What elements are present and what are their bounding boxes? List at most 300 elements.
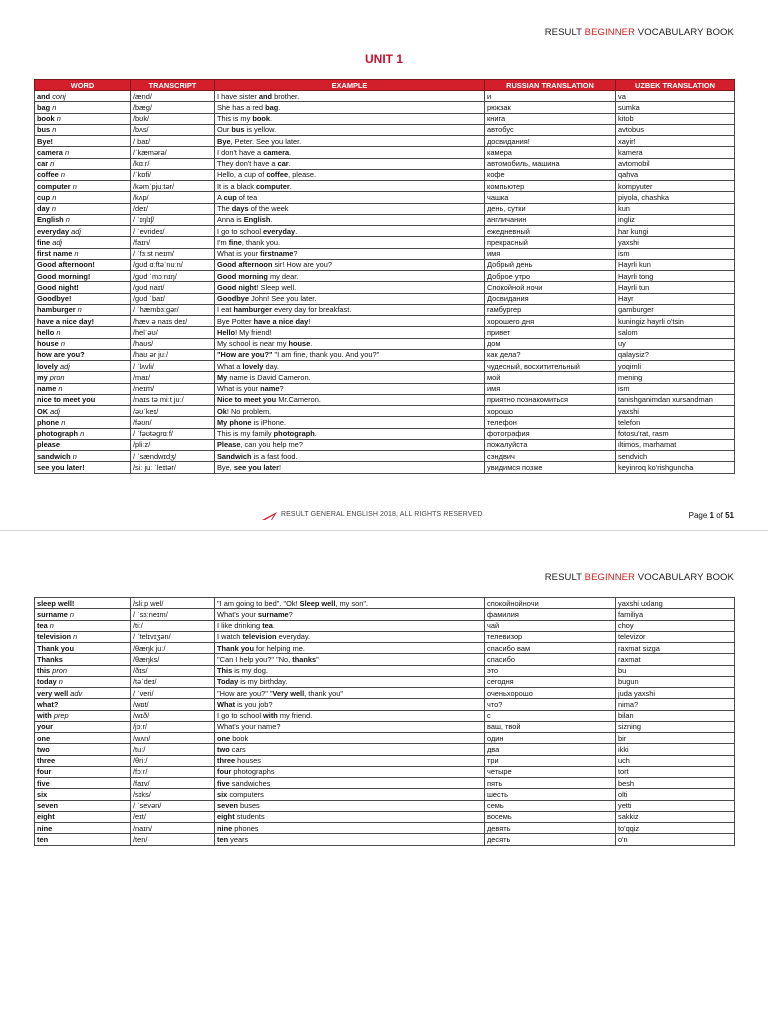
word-cell xyxy=(35,102,131,113)
example-pre: This is my xyxy=(217,114,253,124)
example-keyword: one xyxy=(217,733,231,743)
word-text: book xyxy=(37,114,55,124)
example-pre: Hello, a cup of xyxy=(217,170,267,180)
table-row xyxy=(35,676,735,687)
example-keyword: nine xyxy=(217,823,233,833)
uzbek-cell: sizning xyxy=(616,721,735,732)
example-post: ? xyxy=(288,609,293,619)
example-cell xyxy=(215,439,485,450)
transcript-cell: /faɪn/ xyxy=(131,237,215,248)
word-text: coffee xyxy=(37,170,59,180)
example-pre: A xyxy=(217,192,224,202)
word-cell xyxy=(35,169,131,180)
part-of-speech: n xyxy=(72,451,77,461)
word-cell xyxy=(35,237,131,248)
example-keyword: five xyxy=(217,778,230,788)
russian-cell: спасибо вам xyxy=(485,643,616,654)
russian-cell: кофе xyxy=(485,169,616,180)
table-row xyxy=(35,293,735,304)
example-cell xyxy=(215,811,485,822)
page-2 xyxy=(0,530,768,1025)
russian-cell: девять xyxy=(485,823,616,834)
transcript-cell: /bʊk/ xyxy=(131,113,215,124)
uzbek-cell: bilan xyxy=(616,710,735,721)
example-post: . xyxy=(314,429,317,439)
uzbek-cell: yetti xyxy=(616,800,735,811)
word-text: photograph xyxy=(37,429,79,439)
russian-cell: привет xyxy=(485,327,616,338)
russian-cell: восемь xyxy=(485,811,616,822)
example-post: is yellow. xyxy=(244,125,277,135)
uzbek-cell: ism xyxy=(616,383,735,394)
word-text: bag xyxy=(37,102,51,112)
word-cell xyxy=(35,733,131,744)
example-pre: Bye Potter xyxy=(217,316,254,326)
example-post: . xyxy=(310,339,313,349)
russian-cell: автобус xyxy=(485,124,616,135)
example-pre: They don't have a xyxy=(217,159,278,169)
word-text: with xyxy=(37,711,52,721)
uzbek-cell: mening xyxy=(616,372,735,383)
example-keyword: Nice to meet you xyxy=(217,395,277,405)
word-text: Goodbye! xyxy=(37,294,72,304)
example-cell xyxy=(215,609,485,620)
header-prefix: RESULT xyxy=(544,572,585,583)
book-header xyxy=(545,27,734,38)
transcript-cell: /sliːp wel/ xyxy=(131,598,215,609)
vocab-table-page-2 xyxy=(34,597,735,846)
part-of-speech: pron xyxy=(52,666,67,676)
russian-cell: хорошего дня xyxy=(485,316,616,327)
word-text: Bye! xyxy=(37,136,54,146)
example-keyword: Bye xyxy=(217,136,231,146)
table-row xyxy=(35,327,735,338)
word-text: first name xyxy=(37,249,73,259)
uzbek-cell: bu xyxy=(616,665,735,676)
word-text: have a nice day! xyxy=(37,316,95,326)
russian-cell: спасибо xyxy=(485,654,616,665)
russian-cell: и xyxy=(485,91,616,102)
uzbek-cell: gamburger xyxy=(616,304,735,315)
russian-cell: телефон xyxy=(485,417,616,428)
word-text: six xyxy=(37,789,48,799)
example-post: is my birthday. xyxy=(238,677,288,687)
uzbek-cell: televizor xyxy=(616,631,735,642)
uzbek-cell: kompyuter xyxy=(616,181,735,192)
example-pre: I eat xyxy=(217,305,234,315)
transcript-cell: /eɪt/ xyxy=(131,811,215,822)
part-of-speech: n xyxy=(49,621,54,631)
example-cell xyxy=(215,643,485,654)
word-text: seven xyxy=(37,801,58,811)
uzbek-cell: qahva xyxy=(616,169,735,180)
table-row xyxy=(35,282,735,293)
word-text: day xyxy=(37,204,50,214)
example-cell xyxy=(215,620,485,631)
example-keyword: Sleep well xyxy=(299,598,336,608)
example-keyword: and xyxy=(258,91,273,101)
word-cell xyxy=(35,417,131,428)
word-cell xyxy=(35,327,131,338)
example-post: is iPhone. xyxy=(251,417,287,427)
example-keyword: eight xyxy=(217,812,235,822)
table-row xyxy=(35,778,735,789)
table-row xyxy=(35,181,735,192)
part-of-speech: n xyxy=(56,327,61,337)
uzbek-cell: ikki xyxy=(616,744,735,755)
example-cell xyxy=(215,406,485,417)
example-cell xyxy=(215,699,485,710)
russian-cell: компьютер xyxy=(485,181,616,192)
word-cell xyxy=(35,158,131,169)
word-cell xyxy=(35,439,131,450)
russian-cell: четыре xyxy=(485,766,616,777)
word-cell xyxy=(35,203,131,214)
word-text: name xyxy=(37,384,57,394)
word-cell xyxy=(35,811,131,822)
example-post: is my dog. xyxy=(232,666,268,676)
transcript-cell: /naɪn/ xyxy=(131,823,215,834)
russian-cell: оченьхорошо xyxy=(485,688,616,699)
example-pre: "I am going to bed". "Ok! xyxy=(217,598,300,608)
example-pre: What's your xyxy=(217,609,258,619)
example-pre: It is a black xyxy=(217,181,257,191)
russian-cell: семь xyxy=(485,800,616,811)
table-row xyxy=(35,789,735,800)
example-keyword: Good morning xyxy=(217,271,268,281)
transcript-cell: /kʌp/ xyxy=(131,192,215,203)
example-keyword: bag xyxy=(265,102,279,112)
uzbek-cell: raxmat xyxy=(616,654,735,665)
example-post: . xyxy=(270,215,273,225)
word-text: Thanks xyxy=(37,654,63,664)
example-post: John! See you later. xyxy=(249,294,317,304)
uzbek-cell: Hayrli kun xyxy=(616,259,735,270)
part-of-speech: pron xyxy=(49,372,65,382)
example-post: name is David Cameron. xyxy=(227,372,311,382)
word-text: very well xyxy=(37,688,69,698)
example-keyword: What xyxy=(217,699,236,709)
example-keyword: ten xyxy=(217,834,229,844)
example-cell xyxy=(215,113,485,124)
example-keyword: have a nice day xyxy=(253,316,309,326)
example-post: for helping me. xyxy=(253,643,305,653)
example-post: my dear. xyxy=(267,271,299,281)
example-post: phones xyxy=(232,823,259,833)
word-cell xyxy=(35,136,131,147)
transcript-cell: /bæg/ xyxy=(131,102,215,113)
table-row xyxy=(35,800,735,811)
table-row xyxy=(35,124,735,135)
word-cell xyxy=(35,643,131,654)
example-cell xyxy=(215,733,485,744)
word-cell xyxy=(35,282,131,293)
transcript-cell: / ˈɪŋlɪʃ/ xyxy=(131,214,215,225)
uzbek-cell: ism xyxy=(616,248,735,259)
table-row xyxy=(35,665,735,676)
transcript-cell: /ænd/ xyxy=(131,91,215,102)
example-pre: Our xyxy=(217,125,232,135)
table-row xyxy=(35,361,735,372)
russian-cell: сегодня xyxy=(485,676,616,687)
table-row xyxy=(35,643,735,654)
word-cell xyxy=(35,383,131,394)
example-post: of tea xyxy=(236,192,258,202)
word-cell xyxy=(35,766,131,777)
example-cell xyxy=(215,259,485,270)
transcript-cell: /ðɪs/ xyxy=(131,665,215,676)
example-cell xyxy=(215,237,485,248)
table-row xyxy=(35,631,735,642)
table-row xyxy=(35,394,735,405)
uzbek-cell: Hayrli tong xyxy=(616,271,735,282)
table-row xyxy=(35,237,735,248)
example-keyword: four xyxy=(217,767,232,777)
russian-cell: пять xyxy=(485,778,616,789)
table-row xyxy=(35,349,735,360)
uzbek-cell: olti xyxy=(616,789,735,800)
russian-cell: спокойнойночи xyxy=(485,598,616,609)
example-pre: I have sister xyxy=(217,91,259,101)
example-post: houses xyxy=(235,756,261,766)
word-cell xyxy=(35,124,131,135)
example-post: brother. xyxy=(272,91,300,101)
part-of-speech: n xyxy=(64,147,70,157)
russian-cell: книга xyxy=(485,113,616,124)
russian-cell: досвидания! xyxy=(485,136,616,147)
transcript-cell: /θæŋks/ xyxy=(131,654,215,665)
part-of-speech: n xyxy=(73,632,78,642)
col-header-russian: RUSSIAN TRANSLATION xyxy=(485,80,616,91)
example-keyword: house xyxy=(288,339,311,349)
uzbek-cell: avtomobil xyxy=(616,158,735,169)
example-keyword: Good night xyxy=(217,282,257,292)
example-post: sir! How are you? xyxy=(272,260,332,270)
word-cell xyxy=(35,394,131,405)
table-row xyxy=(35,699,735,710)
table-row xyxy=(35,259,735,270)
transcript-cell: / ˈlʌvli/ xyxy=(131,361,215,372)
example-keyword: name xyxy=(260,384,280,394)
word-text: lovely xyxy=(37,361,58,371)
russian-cell: пожалуйста xyxy=(485,439,616,450)
word-text: computer xyxy=(37,181,71,191)
russian-cell: автомобиль, машина xyxy=(485,158,616,169)
example-keyword: camera xyxy=(263,147,290,157)
table-row xyxy=(35,91,735,102)
word-cell xyxy=(35,428,131,439)
example-keyword: days xyxy=(231,204,249,214)
example-cell xyxy=(215,282,485,293)
uzbek-cell: tort xyxy=(616,766,735,777)
example-cell xyxy=(215,834,485,845)
part-of-speech: n xyxy=(80,429,85,439)
example-keyword: cup xyxy=(223,192,237,202)
example-pre: I'm xyxy=(217,237,229,247)
example-keyword: photograph xyxy=(273,429,315,439)
example-post: ! My friend! xyxy=(235,327,272,337)
example-post: is a fast food. xyxy=(251,451,298,461)
transcript-cell: /haʊs/ xyxy=(131,338,215,349)
example-cell xyxy=(215,338,485,349)
example-keyword: This xyxy=(217,666,233,676)
transcript-cell: /kəmˈpjuːtər/ xyxy=(131,181,215,192)
word-text: one xyxy=(37,733,51,743)
transcript-cell: /tiː/ xyxy=(131,620,215,631)
example-keyword: lovely xyxy=(242,361,264,371)
example-keyword: see you later xyxy=(233,462,280,472)
col-header-word: WORD xyxy=(35,80,131,91)
table-row xyxy=(35,688,735,699)
word-cell xyxy=(35,654,131,665)
uzbek-cell: yaxshi xyxy=(616,406,735,417)
word-text: phone xyxy=(37,417,60,427)
example-keyword: book xyxy=(252,114,270,124)
example-keyword: three xyxy=(217,756,236,766)
word-cell xyxy=(35,462,131,473)
uzbek-cell: iltimos, marhamat xyxy=(616,439,735,450)
transcript-cell: /jɔːr/ xyxy=(131,721,215,732)
table-row xyxy=(35,417,735,428)
example-keyword: Please xyxy=(217,440,241,450)
russian-cell: с xyxy=(485,710,616,721)
transcript-cell: /ɡʊd naɪt/ xyxy=(131,282,215,293)
word-cell xyxy=(35,181,131,192)
russian-cell: прекрасный xyxy=(485,237,616,248)
part-of-speech: n xyxy=(51,204,56,214)
word-cell xyxy=(35,304,131,315)
example-post: photographs xyxy=(231,767,275,777)
russian-cell: Добрый день xyxy=(485,259,616,270)
example-cell xyxy=(215,136,485,147)
word-cell xyxy=(35,91,131,102)
example-post: years xyxy=(228,834,249,844)
word-text: surname xyxy=(37,609,68,619)
uzbek-cell: bugun xyxy=(616,676,735,687)
word-text: five xyxy=(37,778,50,788)
transcript-cell: /siː juː ˈleɪtər/ xyxy=(131,462,215,473)
table-row xyxy=(35,338,735,349)
example-keyword: two xyxy=(217,744,230,754)
example-keyword: with xyxy=(263,711,278,721)
uzbek-cell: har kungi xyxy=(616,226,735,237)
word-text: ten xyxy=(37,834,49,844)
example-cell xyxy=(215,169,485,180)
word-text: Thank you xyxy=(37,643,74,653)
example-pre: "Can I help you?" "No, xyxy=(217,654,293,664)
uzbek-cell: salom xyxy=(616,327,735,338)
transcript-cell: /wɪð/ xyxy=(131,710,215,721)
header-suffix: VOCABULARY BOOK xyxy=(635,27,734,38)
col-header-uzbek: UZBEK TRANSLATION xyxy=(616,80,735,91)
example-keyword: everyday xyxy=(263,226,296,236)
table-row xyxy=(35,406,735,417)
word-cell xyxy=(35,372,131,383)
word-text: nice to meet you xyxy=(37,395,96,405)
example-keyword: My xyxy=(217,372,228,382)
part-of-speech: adj xyxy=(60,361,70,371)
example-keyword: tea xyxy=(262,621,273,631)
table-row xyxy=(35,766,735,777)
example-cell xyxy=(215,192,485,203)
word-cell xyxy=(35,676,131,687)
word-text: cup xyxy=(37,192,51,202)
russian-cell: шесть xyxy=(485,789,616,800)
example-cell xyxy=(215,203,485,214)
part-of-speech: prep xyxy=(53,711,69,721)
russian-cell: фамилия xyxy=(485,609,616,620)
russian-cell: это xyxy=(485,665,616,676)
transcript-cell: /fɔːr/ xyxy=(131,766,215,777)
example-keyword: My phone xyxy=(217,417,252,427)
uzbek-cell: xayir! xyxy=(616,136,735,147)
transcript-cell: /bʌs/ xyxy=(131,124,215,135)
transcript-cell: /ɡʊd ˈbaɪ/ xyxy=(131,293,215,304)
transcript-cell: /wɒt/ xyxy=(131,699,215,710)
example-post: . xyxy=(269,114,273,124)
example-cell xyxy=(215,293,485,304)
transcript-cell: /kɑːr/ xyxy=(131,158,215,169)
transcript-cell: /hæv ə naɪs deɪ/ xyxy=(131,316,215,327)
word-text: car xyxy=(37,159,49,169)
header-prefix: RESULT xyxy=(544,27,585,38)
example-post: . xyxy=(278,102,281,112)
table-row xyxy=(35,451,735,462)
word-text: television xyxy=(37,632,72,642)
example-keyword: Ok xyxy=(217,406,227,416)
russian-cell: увидимся позже xyxy=(485,462,616,473)
transcript-cell: / ˈsændwɪdʒ/ xyxy=(131,451,215,462)
transcript-cell: /sɪks/ xyxy=(131,789,215,800)
transcript-cell: / ˈtelɪvɪʒən/ xyxy=(131,631,215,642)
word-cell xyxy=(35,755,131,766)
uzbek-cell: uy xyxy=(616,338,735,349)
example-post: Mr.Cameron. xyxy=(276,395,321,405)
table-row xyxy=(35,203,735,214)
example-cell xyxy=(215,361,485,372)
example-keyword: Goodbye xyxy=(217,294,250,304)
part-of-speech: n xyxy=(52,102,57,112)
russian-cell: ежедневный xyxy=(485,226,616,237)
transcript-cell: /ɡʊd ˈmɔːnɪŋ/ xyxy=(131,271,215,282)
example-post: sandwiches xyxy=(229,778,271,788)
table-row xyxy=(35,598,735,609)
word-cell xyxy=(35,699,131,710)
example-cell xyxy=(215,226,485,237)
example-post: ? xyxy=(279,384,284,394)
table-row xyxy=(35,192,735,203)
table-row xyxy=(35,609,735,620)
example-cell xyxy=(215,383,485,394)
word-cell xyxy=(35,338,131,349)
word-text: see you later! xyxy=(37,462,85,472)
part-of-speech: n xyxy=(60,170,65,180)
example-post: computers xyxy=(227,789,264,799)
example-cell xyxy=(215,181,485,192)
uzbek-cell: tanishganimdan xursandman xyxy=(616,394,735,405)
word-cell xyxy=(35,349,131,360)
example-pre: She has a red xyxy=(217,102,266,112)
example-keyword: Hello xyxy=(217,327,236,337)
example-post: " xyxy=(316,654,319,664)
example-cell xyxy=(215,755,485,766)
word-cell xyxy=(35,744,131,755)
transcript-cell: /deɪ/ xyxy=(131,203,215,214)
uzbek-cell: juda yaxshi xyxy=(616,688,735,699)
table-row xyxy=(35,755,735,766)
transcript-cell: / ˈsevən/ xyxy=(131,800,215,811)
example-cell xyxy=(215,710,485,721)
